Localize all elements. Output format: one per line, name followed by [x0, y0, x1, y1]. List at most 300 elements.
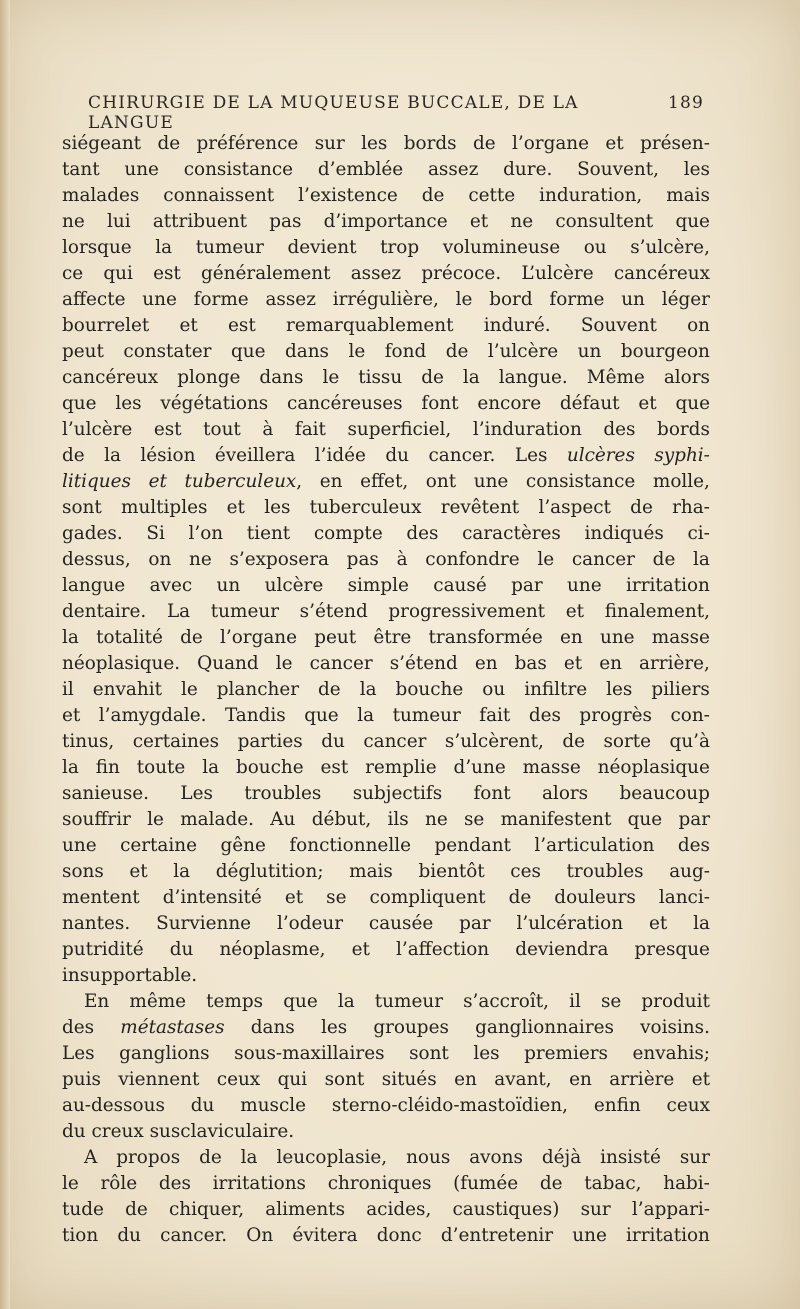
- text-line: [62, 599, 710, 625]
- word: le: [455, 289, 473, 310]
- word: cancéreux: [613, 263, 710, 284]
- word: aliments: [265, 1199, 346, 1220]
- word: rha-: [672, 497, 710, 518]
- word: le: [147, 809, 164, 830]
- word: situés: [381, 1069, 437, 1090]
- text-line: [62, 157, 710, 183]
- word: sont: [409, 1043, 449, 1064]
- word: d’une: [453, 757, 506, 778]
- word: en: [319, 471, 343, 492]
- word: tumeur: [210, 601, 279, 622]
- word: siégeant: [62, 133, 142, 154]
- text-line: [62, 729, 710, 755]
- word: creux: [91, 1121, 144, 1142]
- word: tient: [246, 523, 291, 544]
- word: s’ulcère,: [630, 237, 710, 258]
- word: et: [648, 913, 668, 934]
- word: beaucoup: [619, 783, 710, 804]
- word: manifestent: [500, 809, 612, 830]
- word: de: [62, 445, 85, 466]
- word: généralement: [201, 263, 331, 284]
- text-line: [62, 209, 710, 235]
- word: et: [638, 393, 657, 414]
- text-line: [62, 885, 710, 911]
- word: confondre: [425, 549, 520, 570]
- text-line: [62, 1041, 710, 1067]
- text-line: [62, 859, 710, 885]
- word: enfin: [593, 1095, 641, 1116]
- word: ils: [387, 809, 409, 830]
- word: sont: [62, 497, 102, 518]
- word: Quand: [197, 653, 259, 674]
- word: à: [396, 549, 408, 570]
- running-head: [88, 93, 704, 133]
- text-line: [62, 1171, 710, 1197]
- word: de: [125, 1199, 148, 1220]
- word: du: [169, 939, 194, 960]
- word: qui: [103, 263, 133, 284]
- word: acides,: [366, 1199, 432, 1220]
- word: l’ulcère: [62, 419, 133, 440]
- text-line: [62, 703, 710, 729]
- word: tude: [62, 1199, 104, 1220]
- word: pas: [346, 549, 379, 570]
- word: la: [104, 445, 121, 466]
- word: la: [202, 757, 220, 778]
- word: les: [320, 1017, 348, 1038]
- word: toute: [136, 757, 186, 778]
- word: néoplasique: [597, 757, 710, 778]
- word: défaut: [559, 393, 620, 414]
- word: est: [153, 263, 181, 284]
- word: compte: [313, 523, 383, 544]
- word: que: [62, 393, 97, 414]
- word: tumeur: [374, 991, 443, 1012]
- word: consistance: [525, 471, 636, 492]
- word: arrière,: [639, 653, 710, 674]
- word: Souvent,: [577, 159, 659, 180]
- word: ganglionnaires: [475, 1017, 614, 1038]
- word: la: [155, 237, 173, 258]
- word: ne: [424, 809, 448, 830]
- word: d’entretenir: [440, 1225, 554, 1246]
- word: revêtent: [440, 497, 520, 518]
- word: en: [454, 1069, 477, 1090]
- word: induration,: [539, 185, 643, 206]
- text-line: [62, 417, 710, 443]
- word: La: [166, 601, 191, 622]
- word: consistance: [183, 159, 294, 180]
- word: infiltre: [524, 679, 588, 700]
- text-line: [62, 625, 710, 651]
- word: Tandis: [224, 705, 286, 726]
- word: une: [473, 471, 509, 492]
- word: ganglions: [119, 1043, 210, 1064]
- word: L’ulcère: [521, 263, 594, 284]
- text-line: [62, 911, 710, 937]
- word: masse: [651, 627, 710, 648]
- word: la: [337, 991, 355, 1012]
- word: lanci-: [658, 887, 710, 908]
- word: que: [230, 341, 266, 362]
- word: donc: [376, 1225, 422, 1246]
- word: se: [326, 887, 347, 908]
- word: irritation: [626, 575, 710, 596]
- word: piliers: [651, 679, 710, 700]
- word: caractères: [462, 523, 561, 544]
- word: irrégulière,: [332, 289, 439, 310]
- text-line: [62, 131, 710, 157]
- word: irritations: [212, 1173, 306, 1194]
- word: Les: [514, 445, 548, 466]
- word: des: [603, 419, 636, 440]
- word: dentaire.: [62, 601, 147, 622]
- text-line: [62, 183, 710, 209]
- word: à: [262, 419, 274, 440]
- word: produit: [641, 991, 710, 1012]
- word: les: [683, 159, 710, 180]
- word: ces: [510, 861, 541, 882]
- text-line: [62, 989, 710, 1015]
- word: cancer: [571, 549, 635, 570]
- text-line: [62, 651, 710, 677]
- word: sur: [580, 1199, 611, 1220]
- word: douleurs: [554, 887, 636, 908]
- word: est: [228, 315, 256, 336]
- word: A: [84, 1147, 98, 1168]
- word: par: [459, 913, 491, 934]
- word: la: [240, 1147, 258, 1168]
- word: un: [216, 575, 241, 596]
- word: l’articulation: [534, 835, 655, 856]
- word: et: [179, 315, 198, 336]
- word: qu’à: [669, 731, 710, 752]
- word: plonge: [177, 367, 241, 388]
- word: des: [158, 1173, 191, 1194]
- word: et: [563, 653, 583, 674]
- word: par: [678, 809, 710, 830]
- word: assez: [265, 289, 316, 310]
- word: être: [373, 627, 412, 648]
- word: les: [264, 497, 291, 518]
- word: connaissent: [163, 185, 275, 206]
- word: Si: [146, 523, 165, 544]
- word: les: [115, 393, 142, 414]
- word: la: [693, 913, 710, 934]
- word: forme: [193, 289, 249, 310]
- word: métastases: [120, 1017, 225, 1038]
- word: trop: [380, 237, 420, 258]
- word: fonctionnelle: [289, 835, 411, 856]
- page-binding-edge: [0, 0, 10, 1309]
- text-line: [62, 547, 710, 573]
- word: dure.: [503, 159, 553, 180]
- word: l’organe: [511, 133, 590, 154]
- word: il: [62, 679, 74, 700]
- word: bords: [403, 133, 457, 154]
- word: en: [560, 627, 583, 648]
- word: affecte: [62, 289, 126, 310]
- word: bas: [514, 653, 547, 674]
- word: nantes.: [62, 913, 131, 934]
- word: langue: [62, 575, 126, 596]
- word: l’aspect: [538, 497, 611, 518]
- word: une: [62, 835, 97, 856]
- word: que: [283, 991, 318, 1012]
- word: forme: [549, 289, 605, 310]
- word: sous-maxillaires: [234, 1043, 385, 1064]
- word: certaine: [120, 835, 198, 856]
- word: cancer: [309, 653, 373, 674]
- word: lorsque: [62, 237, 132, 258]
- word: leucoplasie,: [276, 1147, 388, 1168]
- word: des: [677, 835, 710, 856]
- word: dans: [284, 341, 329, 362]
- word: ou: [482, 679, 506, 700]
- word: et: [62, 705, 81, 726]
- word: éveillera: [214, 445, 296, 466]
- word: d’importance: [323, 211, 448, 232]
- text-line: [62, 365, 710, 391]
- word: font: [473, 783, 511, 804]
- word: sons: [62, 861, 104, 882]
- word: con-: [670, 705, 710, 726]
- word: végétations: [160, 393, 269, 414]
- word: sterno-cléido-mastoïdien,: [331, 1095, 568, 1116]
- text-line: [62, 677, 710, 703]
- word: effet,: [360, 471, 409, 492]
- word: totalité: [96, 627, 163, 648]
- word: ci-: [687, 523, 710, 544]
- word: l’induration: [472, 419, 582, 440]
- word: bouche: [395, 679, 464, 700]
- word: masse: [522, 757, 581, 778]
- word: du: [62, 1121, 86, 1142]
- word: du: [117, 1225, 141, 1246]
- word: l’affection: [395, 939, 490, 960]
- word: alors: [663, 367, 710, 388]
- word: la: [359, 679, 377, 700]
- word: s’ulcèrent,: [444, 731, 544, 752]
- word: ce: [62, 263, 84, 284]
- word: déglutition;: [215, 861, 324, 882]
- word: ne: [510, 211, 534, 232]
- word: une: [572, 1225, 607, 1246]
- word: de: [472, 133, 496, 154]
- word: que: [675, 211, 710, 232]
- word: fait: [479, 705, 511, 726]
- word: peut: [314, 627, 357, 648]
- word: et: [351, 939, 370, 960]
- word: cette: [468, 185, 516, 206]
- word: Les: [180, 783, 213, 804]
- word: cancéreux: [62, 367, 159, 388]
- word: par: [511, 575, 543, 596]
- word: une: [142, 289, 177, 310]
- text-line: [62, 261, 710, 287]
- word: et: [469, 211, 489, 232]
- word: se: [463, 809, 485, 830]
- text-line: [62, 755, 710, 781]
- word: mentent: [62, 887, 140, 908]
- word: pas: [269, 211, 302, 232]
- word: de: [421, 367, 444, 388]
- word: de: [318, 679, 341, 700]
- word: pendant: [434, 835, 511, 856]
- word: cancéreuses: [287, 393, 403, 414]
- word: molle,: [652, 471, 710, 492]
- word: compliquent: [369, 887, 486, 908]
- word: presque: [634, 939, 710, 960]
- word: évitera: [292, 1225, 358, 1246]
- word: fond: [384, 341, 427, 362]
- word: une: [599, 627, 635, 648]
- word: dans: [259, 367, 304, 388]
- word: une: [567, 575, 602, 596]
- word: cancer.: [160, 1225, 228, 1246]
- text-line: [62, 1093, 710, 1119]
- word: aug-: [669, 861, 710, 882]
- word: chiquer,: [168, 1199, 245, 1220]
- word: s’étend: [299, 601, 368, 622]
- word: ne: [62, 211, 85, 232]
- word: susclaviculaire.: [149, 1121, 295, 1142]
- text-line: [62, 469, 710, 495]
- word: d’emblée: [317, 159, 404, 180]
- word: l’ulcère: [487, 341, 559, 362]
- word: du: [190, 1095, 215, 1116]
- word: s’étend: [389, 653, 458, 674]
- word: présen-: [640, 133, 710, 154]
- word: tout: [203, 419, 241, 440]
- word: cancer.: [428, 445, 496, 466]
- word: néoplasme,: [219, 939, 326, 960]
- text-line: [62, 313, 710, 339]
- word: rôle: [100, 1173, 138, 1194]
- word: de: [508, 887, 532, 908]
- word: un: [621, 289, 645, 310]
- body-text: [62, 131, 710, 1249]
- word: des: [528, 705, 561, 726]
- word: de: [652, 549, 676, 570]
- word: arrière: [609, 1069, 675, 1090]
- word: et: [226, 497, 245, 518]
- word: remplie: [365, 757, 437, 778]
- word: déjà: [541, 1147, 582, 1168]
- text-line: [62, 781, 710, 807]
- word: tant: [62, 159, 100, 180]
- word: groupes: [373, 1017, 449, 1038]
- word: la: [693, 549, 710, 570]
- word: multiples: [121, 497, 208, 518]
- word: tissu: [358, 367, 403, 388]
- word: consultent: [555, 211, 654, 232]
- word: caustiques): [452, 1199, 560, 1220]
- word: gades.: [62, 523, 123, 544]
- word: progressivement: [388, 601, 546, 622]
- text-line: [62, 235, 710, 261]
- word: alors: [541, 783, 589, 804]
- word: troubles: [566, 861, 644, 882]
- word: que: [304, 705, 339, 726]
- word: une: [124, 159, 159, 180]
- word: le: [275, 653, 293, 674]
- text-line: [62, 937, 710, 963]
- word: le: [348, 341, 366, 362]
- text-line: [62, 339, 710, 365]
- word: subjectifs: [352, 783, 443, 804]
- word: lui: [106, 211, 131, 232]
- word: en: [474, 653, 498, 674]
- word: propos: [116, 1147, 181, 1168]
- word: de: [180, 627, 203, 648]
- word: l’amygdale.: [98, 705, 207, 726]
- text-line: [62, 1015, 710, 1041]
- word: en: [569, 1069, 592, 1090]
- word: tinus,: [62, 731, 115, 752]
- word: s’exposera: [229, 549, 329, 570]
- word: deviendra: [515, 939, 609, 960]
- word: ulcères: [566, 445, 635, 466]
- word: En: [84, 991, 110, 1012]
- word: la: [462, 367, 480, 388]
- word: la: [62, 627, 79, 648]
- word: ou: [583, 237, 607, 258]
- word: au-dessous: [62, 1095, 165, 1116]
- text-line: [62, 521, 710, 547]
- word: le: [62, 1173, 79, 1194]
- word: constater: [123, 341, 212, 362]
- word: avons: [469, 1147, 523, 1168]
- word: ceux: [216, 1069, 261, 1090]
- word: et: [605, 133, 624, 154]
- word: et: [565, 601, 585, 622]
- word: bourgeon: [620, 341, 710, 362]
- word: devient: [287, 237, 357, 258]
- word: insupportable.: [62, 965, 198, 986]
- word: tumeur: [392, 705, 461, 726]
- word: remarquablement: [285, 315, 454, 336]
- word: sur: [679, 1147, 710, 1168]
- word: transformée: [428, 627, 543, 648]
- word: des: [406, 523, 439, 544]
- word: souffrir: [62, 809, 131, 830]
- word: litiques: [62, 471, 131, 492]
- text-line: [62, 1067, 710, 1093]
- word: lésion: [140, 445, 196, 466]
- text-line: [62, 1223, 710, 1249]
- word: l’odeur: [276, 913, 344, 934]
- word: et: [691, 1069, 710, 1090]
- word: bords: [657, 419, 710, 440]
- word: peut: [62, 341, 104, 362]
- word: se: [600, 991, 622, 1012]
- word: il: [569, 991, 581, 1012]
- word: néoplasique.: [62, 653, 181, 674]
- word: envahis;: [632, 1043, 710, 1064]
- word: malade.: [180, 809, 254, 830]
- running-head-title: CHIRURGIE DE LA MUQUEUSE BUCCALE, DE LA LANGUE: [88, 93, 579, 133]
- word: attribuent: [152, 211, 247, 232]
- word: tuberculeux: [309, 497, 422, 518]
- word: l’organe: [219, 627, 298, 648]
- word: l’idée: [314, 445, 366, 466]
- word: langue.: [498, 367, 568, 388]
- word: la: [62, 757, 79, 778]
- word: avant,: [494, 1069, 552, 1090]
- word: mais: [666, 185, 710, 206]
- word: un: [577, 341, 602, 362]
